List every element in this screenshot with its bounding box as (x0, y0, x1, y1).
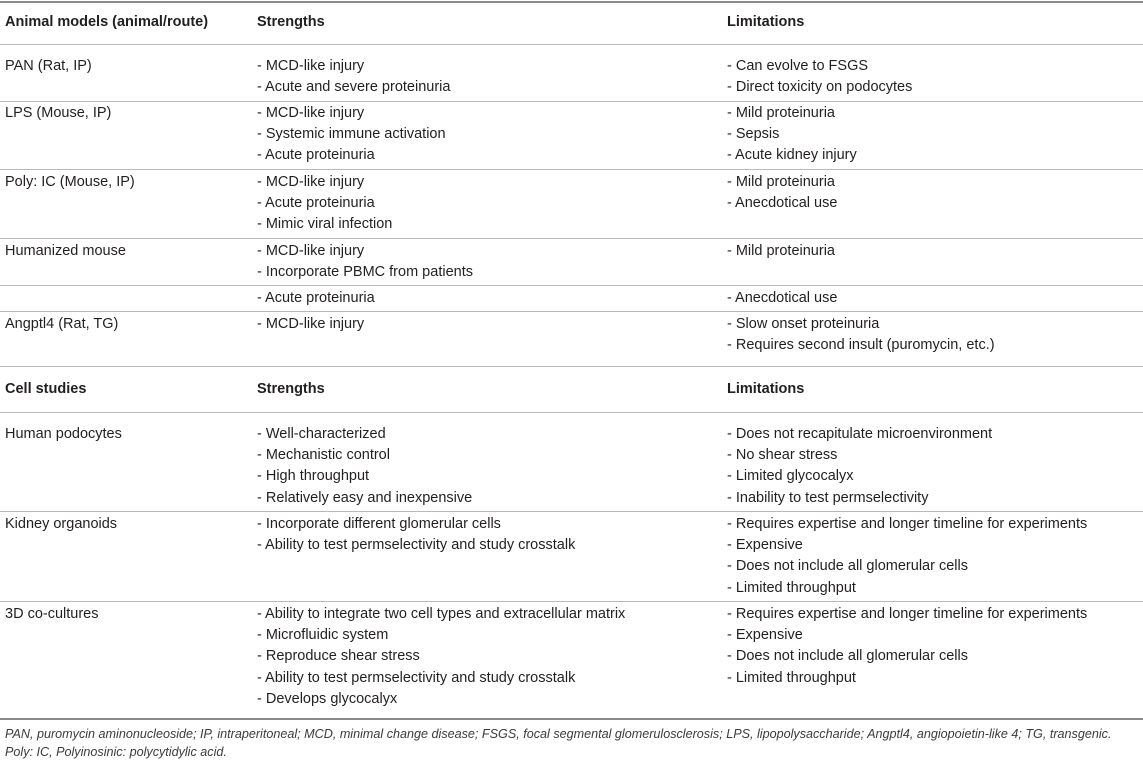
list-item: - Inability to test permselectivity (727, 489, 929, 506)
list-item: - Acute proteinuria (257, 147, 375, 164)
table-footnote: PAN, puromycin aminonucleoside; IP, intraperitoneal; MCD, minimal change disease; FSGS, focal segmental glomerulosclerosis; LPS, lipopolysaccharide; Angptl4, angiopoietin-like 4; TG, transgenic. Poly: IC, Polyinosinic: polycytidylic acid. (5, 727, 1112, 759)
list-item: - Mimic viral infection (257, 216, 393, 233)
list-item: - Can evolve to FSGS (727, 58, 869, 74)
list-item: - No shear stress (727, 447, 838, 464)
list-item: - Systemic immune activation (257, 126, 446, 143)
row-divider (0, 238, 1143, 239)
list-item: - MCD-like injury (257, 105, 365, 121)
limitations-cell (727, 424, 992, 509)
list-item: - Does not include all glomerular cells (727, 558, 968, 575)
header-limitations: Limitations (727, 381, 805, 397)
row-name: PAN (Rat, IP) (5, 58, 92, 74)
strengths-cell (257, 56, 450, 98)
list-item: - MCD-like injury (257, 58, 365, 74)
row-divider (0, 44, 1143, 45)
row-divider (0, 285, 1143, 286)
row-name: Poly: IC (Mouse, IP) (5, 174, 135, 190)
row-name: Angptl4 (Rat, TG) (5, 316, 119, 332)
list-item: - Acute proteinuria (257, 290, 375, 306)
row-divider (0, 601, 1143, 602)
list-item: - Limited throughput (727, 579, 856, 596)
list-item: - Mechanistic control (257, 447, 390, 464)
list-item: - Mild proteinuria (727, 174, 835, 190)
strengths-cell (257, 604, 625, 710)
limitations-cell (727, 103, 857, 167)
list-item: - Does not include all glomerular cells (727, 648, 968, 665)
limitations-cell (727, 514, 1087, 599)
list-item: - Mild proteinuria (727, 105, 835, 121)
list-item: - Requires second insult (puromycin, etc.) (727, 337, 995, 354)
header-animal-models: Animal models (animal/route) (5, 14, 209, 30)
list-item: - Incorporate different glomerular cells (257, 516, 501, 532)
list-item: - Ability to test permselectivity and study crosstalk (257, 537, 576, 554)
limitations-cell (727, 604, 1087, 689)
header-limitations: Limitations (727, 14, 805, 30)
list-item: - Anecdotical use (727, 195, 838, 212)
list-item: - Direct toxicity on podocytes (727, 79, 913, 96)
list-item: - Well-characterized (257, 426, 386, 442)
list-item: - Reproduce shear stress (257, 648, 420, 665)
list-item: - Ability to integrate two cell types and extracellular matrix (257, 606, 626, 622)
row-divider (0, 511, 1143, 512)
strengths-cell (257, 241, 473, 283)
strengths-cell (257, 314, 364, 335)
list-item: - Does not recapitulate microenvironment (727, 426, 993, 442)
list-item: - Incorporate PBMC from patients (257, 264, 473, 281)
list-item: - Requires expertise and longer timeline for experiments (727, 516, 1088, 532)
list-item: - Microfluidic system (257, 627, 389, 644)
list-item: - Limited throughput (727, 669, 856, 686)
limitations-cell (727, 241, 835, 262)
header-strengths: Strengths (257, 381, 325, 397)
list-item: - Acute and severe proteinuria (257, 79, 451, 96)
list-item: - Mild proteinuria (727, 243, 835, 259)
list-item: - Slow onset proteinuria (727, 316, 880, 332)
row-name: 3D co-cultures (5, 606, 99, 622)
list-item: - Expensive (727, 627, 803, 644)
strengths-cell (257, 288, 375, 309)
list-item: - Expensive (727, 537, 803, 554)
list-item: - High throughput (257, 468, 370, 485)
header-cell-studies: Cell studies (5, 381, 87, 397)
row-divider (0, 311, 1143, 312)
list-item: - MCD-like injury (257, 243, 365, 259)
list-item: - MCD-like injury (257, 316, 365, 332)
list-item: - Ability to test permselectivity and study crosstalk (257, 669, 576, 686)
list-item: - Sepsis (727, 126, 780, 143)
list-item: - Develops glycocalyx (257, 690, 398, 707)
row-name: LPS (Mouse, IP) (5, 105, 112, 121)
strengths-cell (257, 424, 472, 509)
strengths-cell (257, 103, 446, 167)
limitations-cell (727, 56, 912, 98)
row-name: Kidney organoids (5, 516, 118, 532)
section-divider (0, 366, 1143, 367)
row-divider (0, 169, 1143, 170)
row-divider (0, 412, 1143, 413)
table-top-rule (0, 1, 1143, 3)
list-item: - Requires expertise and longer timeline for experiments (727, 606, 1088, 622)
strengths-cell (257, 172, 392, 236)
list-item: - Relatively easy and inexpensive (257, 489, 473, 506)
limitations-cell (727, 314, 995, 356)
row-name: Human podocytes (5, 426, 122, 442)
list-item: - Limited glycocalyx (727, 468, 854, 485)
header-strengths: Strengths (257, 14, 325, 30)
list-item: - MCD-like injury (257, 174, 365, 190)
table-bottom-rule (0, 718, 1143, 720)
strengths-cell (257, 514, 575, 556)
list-item: - Acute kidney injury (727, 147, 857, 164)
limitations-cell (727, 172, 837, 214)
list-item: - Acute proteinuria (257, 195, 375, 212)
row-name: Humanized mouse (5, 243, 126, 259)
limitations-cell (727, 288, 837, 309)
row-divider (0, 101, 1143, 102)
list-item: - Anecdotical use (727, 290, 838, 306)
